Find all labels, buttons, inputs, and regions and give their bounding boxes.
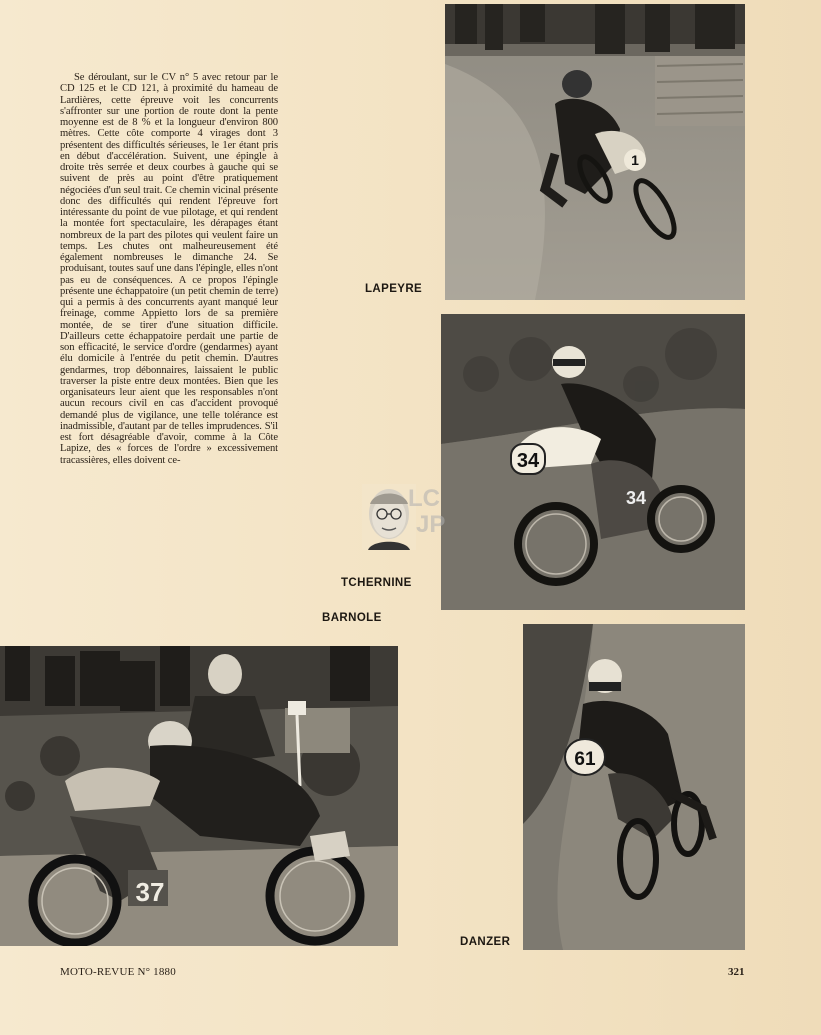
photo-danzer-image (523, 624, 745, 950)
race-number-34-tank: 34 (625, 488, 647, 508)
magazine-footer: MOTO-REVUE N° 1880 (60, 966, 176, 978)
article-body: Se déroulant, sur le CV n° 5 avec retour par le CD 125 et le CD 121, à proximité du hameau de Lardières, cette épreuve voit les concurrents s'affronter sur une portion de route dont la pente moyenne est de 8 % et la longueur d'environ 800 mètres. Cette côte comporte 4 virages dont 3 présentent des difficultés sérieuses, le 1er étant pris en début d'accélération. Suivent, une épingle à droite très serrée et deux courbes à gauche qui se suivent de près au point d'être pratiquement négociées d'un seul trait. Ce chemin vicinal présente donc des difficultés qui rendent l'épreuve fort intéressante du point de vue pilotage, et qui rendent la montée fort spectaculaire, les dérapages étant nombreux de la part des pilotes qui veulent faire un temps. Les chutes ont malheureusement été également nombreuses le dimanche 24. Se produisant, toutes sauf une dans l'épingle, elles n'ont pas eu de conséquences. A ce propos l'épingle présente une échappatoire (un petit chemin de terre) qui a permis à des concurrents ayant manqué leur freinage, comme Appietto lors de sa première montée, de se tirer d'une situation difficile. D'ailleurs cette échappatoire perdait une partie de son efficacité, le service d'ordre (gendarmes) ayant élu domicile à l'entrée du petit chemin. D'autres gendarmes, trop débonnaires, laissaient le public traverser la piste entre deux montées. Bien que les organisateurs leur aient que les responsables n'ont aucun recours civil en cas d'accident provoqué demandé plus de vigilance, une telle tolérance est inadmissible, d'autant par de telles imprudences. S'il est fort désagréable d'avoir, comme à la Côte Lapize, des « forces de l'ordre » excessivement tracassières, elles doivent ce- (60, 72, 278, 466)
race-number-37: 37 (135, 877, 165, 907)
photo-lapeyre-image (445, 4, 745, 300)
photo-barnole-image (0, 646, 398, 946)
photo-tchernine (441, 314, 745, 610)
photo-lapeyre (445, 4, 745, 300)
race-number-1: 1 (631, 152, 639, 168)
article-text (60, 72, 278, 466)
caption-danzer: DANZER (460, 936, 511, 948)
caption-barnole: BARNOLE (322, 612, 382, 624)
photo-tchernine-image (441, 314, 745, 610)
watermark-line-1: LC (408, 485, 440, 512)
caption-lapeyre: LAPEYRE (365, 283, 423, 295)
watermark-logo (408, 486, 458, 544)
photo-barnole (0, 646, 398, 946)
page-number: 321 (728, 966, 745, 978)
photo-danzer (523, 624, 745, 950)
watermark-line-2: JP (416, 511, 446, 538)
race-number-61: 61 (574, 749, 596, 770)
caption-tchernine: TCHERNINE (341, 577, 412, 589)
race-number-34: 34 (516, 450, 540, 472)
